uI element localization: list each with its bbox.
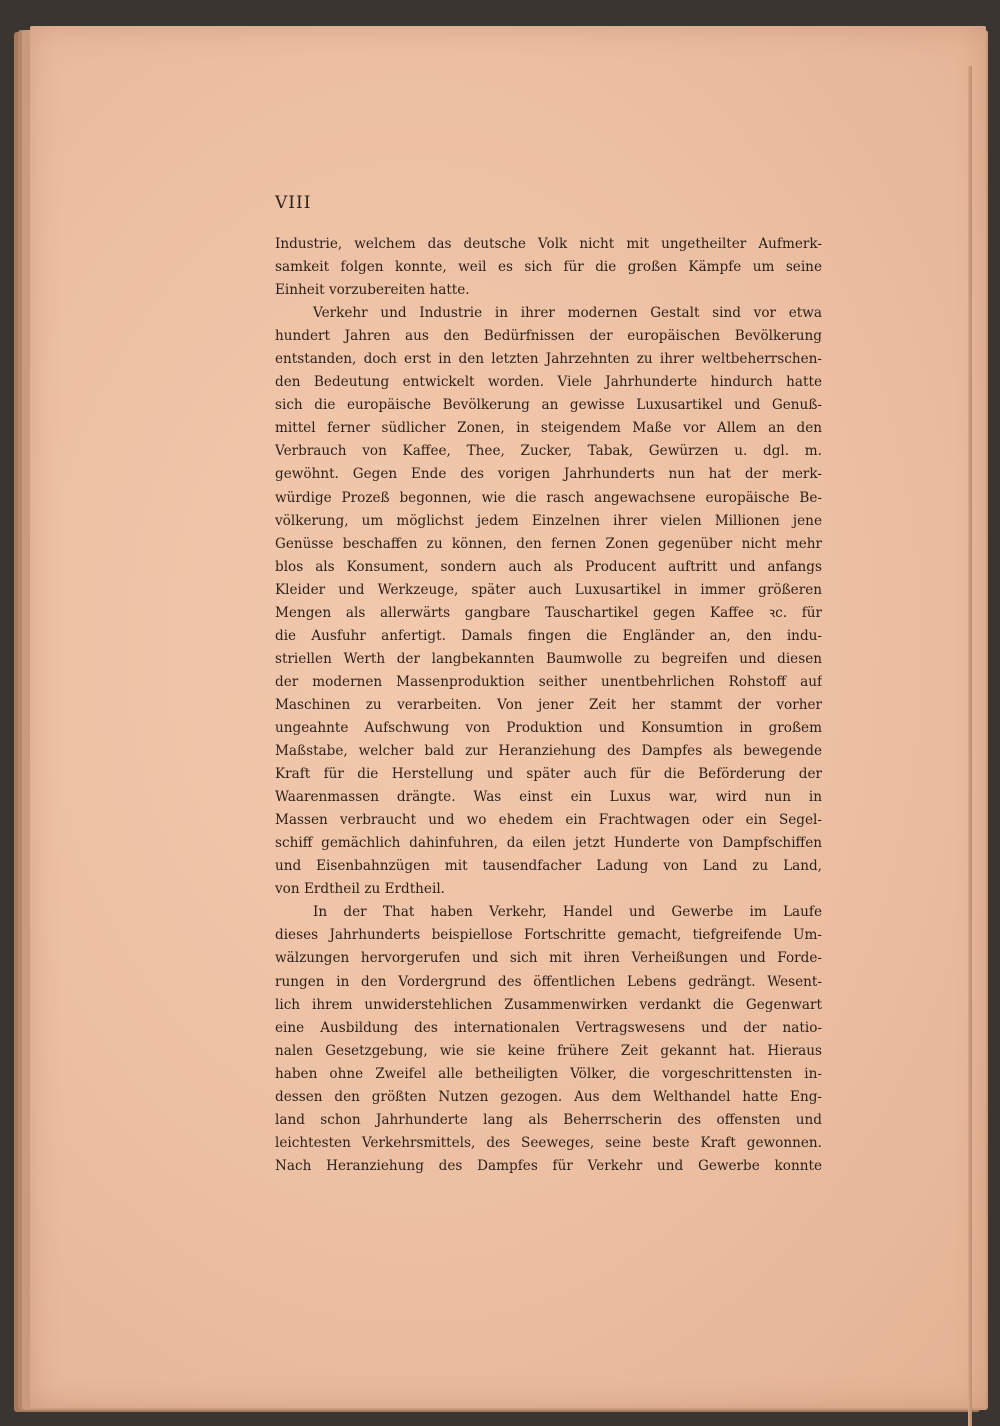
text-line: ungeahnte Aufschwung von Produktion und Konsumtion in großem (275, 719, 822, 736)
text-line: blos als Konsument, sondern auch als Producent auftritt und anfangs (275, 558, 822, 575)
text-line: Kleider und Werkzeuge, später auch Luxusartikel in immer größeren (275, 581, 822, 598)
text-line: dieses Jahrhunderts beispiellose Fortschritte gemacht, tiefgreifende Um- (275, 927, 822, 944)
text-line: Maßstabe, welcher bald zur Heranziehung des Dampfes als bewegende (275, 743, 822, 760)
text-line: schiff gemächlich dahinfuhren, da eilen jetzt Hunderte von Dampfschiffen (275, 835, 822, 852)
text-line: Maschinen zu verarbeiten. Von jener Zeit her stammt der vorher (275, 696, 822, 713)
text-line: haben ohne Zweifel alle betheiligten Völker, die vorgeschrittensten in- (275, 1065, 822, 1082)
text-line: Massen verbraucht und wo ehedem ein Frachtwagen oder ein Segel- (275, 812, 822, 829)
text-line: entstanden, doch erst in den letzten Jahrzehnten zu ihrer weltbeherrschen- (275, 351, 822, 368)
text-line: der modernen Massenproduktion seither unentbehrlichen Rohstoff auf (275, 673, 822, 690)
text-line: nalen Gesetzgebung, wie sie keine frühere Zeit gekannt hat. Hieraus (275, 1042, 822, 1059)
text-line: In der That haben Verkehr, Handel und Gewerbe im Laufe (313, 904, 822, 921)
text-line: die Ausfuhr anfertigt. Damals fingen die Engländer an, den indu- (275, 627, 822, 644)
text-line: Einheit vorzubereiten hatte. (275, 282, 470, 299)
text-line: mittel ferner südlicher Zonen, in steigendem Maße vor Allem an den (275, 420, 822, 437)
text-line: würdige Prozeß begonnen, wie die rasch angewachsene europäische Be- (275, 489, 822, 506)
text-line: eine Ausbildung des internationalen Vertragswesens und der natio- (275, 1019, 822, 1036)
text-line: Verbrauch von Kaffee, Thee, Zucker, Tabak, Gewürzen u. dgl. m. (275, 443, 822, 460)
text-line: gewöhnt. Gegen Ende des vorigen Jahrhunderts nun hat der merk- (275, 466, 822, 483)
text-line: Genüsse beschaffen zu können, den fernen Zonen gegenüber nicht mehr (275, 535, 822, 552)
text-line: völkerung, um möglichst jedem Einzelnen ihrer vielen Millionen jene (275, 512, 822, 529)
text-line: wälzungen hervorgerufen und sich mit ihren Verheißungen und Forde- (275, 950, 822, 967)
text-line: Nach Heranziehung des Dampfes für Verkehr und Gewerbe konnte (275, 1157, 822, 1174)
text-line: Mengen als allerwärts gangbare Tauschartikel gegen Kaffee ꝛc. für (275, 604, 822, 621)
body-text (275, 233, 822, 1178)
text-line: sich die europäische Bevölkerung an gewisse Luxusartikel und Genuß- (275, 397, 822, 414)
text-line: hundert Jahren aus den Bedürfnissen der europäischen Bevölkerung (275, 328, 822, 345)
text-line: Waarenmassen drängte. Was einst ein Luxus war, wird nun in (275, 789, 822, 806)
text-line: striellen Werth der langbekannten Baumwolle zu begreifen und diesen (275, 650, 822, 667)
text-line: dessen den größten Nutzen gezogen. Aus dem Welthandel hatte Eng- (275, 1088, 822, 1105)
text-line: von Erdtheil zu Erdtheil. (275, 881, 445, 898)
text-line: land schon Jahrhunderte lang als Beherrscherin des offensten und (275, 1111, 822, 1128)
text-line: Industrie, welchem das deutsche Volk nicht mit ungetheilter Aufmerk- (275, 236, 822, 252)
text-line: rungen in den Vordergrund des öffentlichen Lebens gedrängt. Wesent- (275, 973, 822, 990)
text-line: leichtesten Verkehrsmittels, des Seeweges, seine beste Kraft gewonnen. (275, 1134, 822, 1151)
text-line: samkeit folgen konnte, weil es sich für die großen Kämpfe um seine (275, 259, 822, 276)
page-edge (968, 66, 972, 1426)
page-number: VIII (275, 193, 312, 213)
text-line: Kraft für die Herstellung und später auch für die Beförderung der (275, 766, 822, 783)
text-line: Verkehr und Industrie in ihrer modernen Gestalt sind vor etwa (313, 305, 822, 322)
text-line: den Bedeutung entwickelt worden. Viele Jahrhunderte hindurch hatte (275, 374, 822, 391)
text-line: lich ihrem unwiderstehlichen Zusammenwirken verdankt die Gegenwart (275, 996, 822, 1013)
text-line: und Eisenbahnzügen mit tausendfacher Ladung von Land zu Land, (275, 858, 822, 875)
